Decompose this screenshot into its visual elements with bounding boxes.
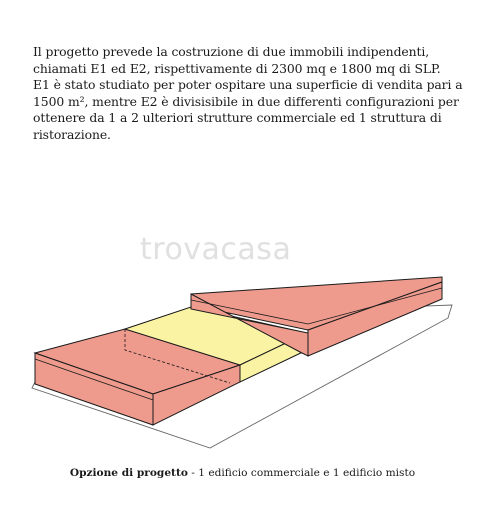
watermark-logo: trovacasa — [140, 232, 292, 267]
description-paragraph-2: E1 è stato studiato per poter ospitare una superficie di vendita pari a 1500 m², mentre E2 è divisisibile in due differenti configurazioni per ottenere da 1 a 2 ulteriori strutture commerciale ed 1 struttura di ristorazione. — [33, 77, 463, 142]
caption-title: Opzione di progetto — [69, 467, 188, 479]
caption-text: - 1 edificio commerciale e 1 edificio misto — [187, 467, 416, 479]
figure-caption — [0, 467, 485, 479]
description-paragraph-1: Il progetto prevede la costruzione di due immobili indipendenti, chiamati E1 ed E2, rispettivamente di 2300 mq e 1800 mq di SLP. — [33, 44, 441, 76]
